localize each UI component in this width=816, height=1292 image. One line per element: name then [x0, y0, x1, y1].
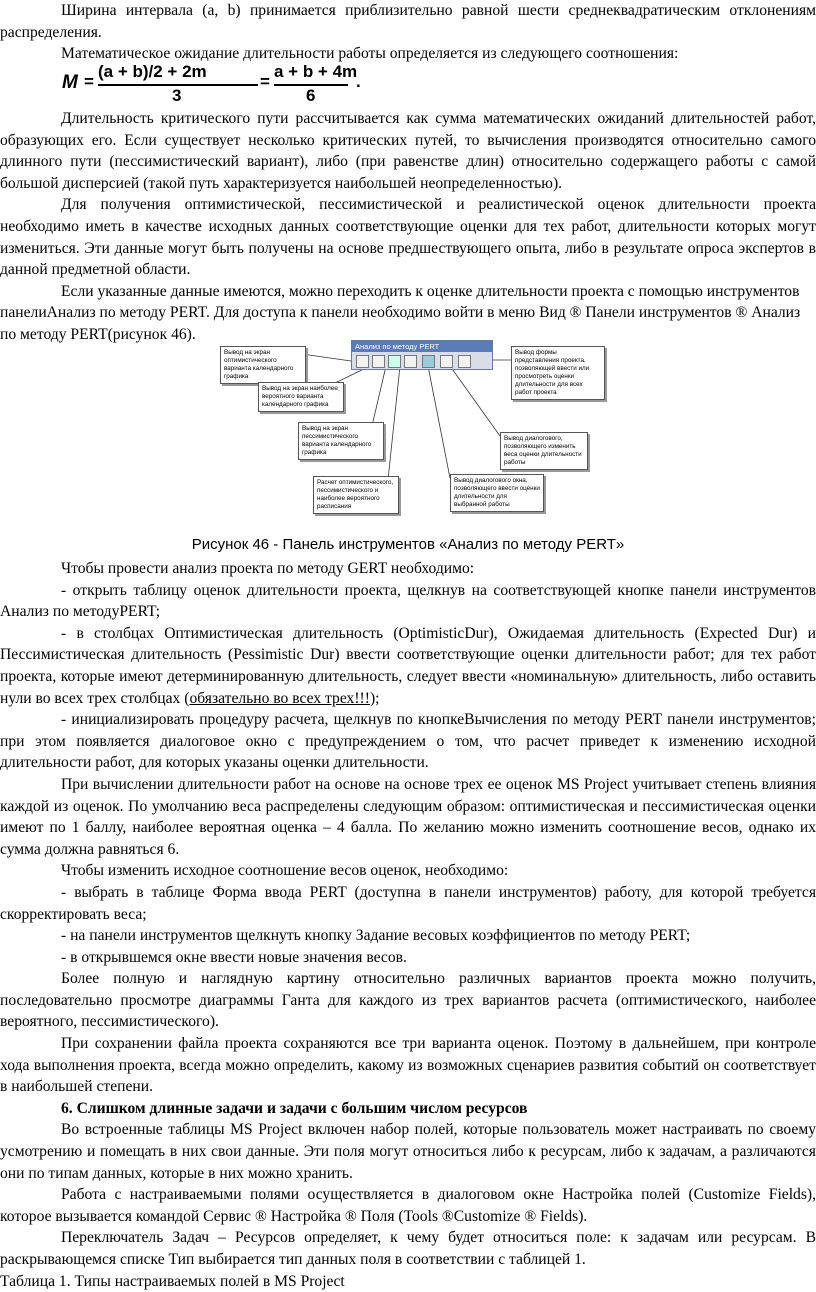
- figure-pert-toolbar: [218, 340, 608, 532]
- callout-weights: Вывод диалогового, позволяющего изменить веса оценки длительности работы: [500, 432, 588, 470]
- paragraph: - инициализировать процедуру расчета, щелкнув по кнопкеВычисления по методу PERT панели инструментов; при этом появляется диалоговое окно с предупреждением о том, что расчет приведет к изменению исходной длительности работ, для которых указаны оценки длительности.: [0, 711, 816, 772]
- section-heading: 6. Слишком длинные задачи и задачи с большим числом ресурсов: [61, 1099, 528, 1117]
- paragraph: Если указанные данные имеются, можно переходить к оценке длительности проекта с помощью инструментов панелиАнализ по методу PERT. Для доступа к панели необходимо войти в меню Вид ® Панели инструментов ® Анализ по методу PERT(рисунок 46).: [0, 282, 801, 343]
- paragraph-tail: );: [369, 689, 380, 707]
- paragraph: - выбрать в таблице Форма ввода PERT (доступна в панели инструментов) работу, для которой требуется скорректировать веса;: [0, 883, 816, 923]
- paragraph: Переключатель Задач – Ресурсов определяет, к чему будет относиться поле: к задачам или ресурсам. В раскрывающемся списке Тип выбирается тип данных поля в соответствии с таблицей 1.: [0, 1229, 816, 1268]
- bottom-text: [0, 558, 816, 1292]
- formula: [60, 62, 361, 108]
- pessimistic-gantt-icon[interactable]: [388, 355, 401, 368]
- formula-period: .: [356, 72, 361, 91]
- paragraph: - на панели инструментов щелкнуть кнопку Задание весовых коэффициентов по методу PERT;: [61, 927, 691, 945]
- likely-gantt-icon[interactable]: [372, 355, 385, 368]
- paragraph: Чтобы провести анализ проекта по методу GERT необходимо:: [61, 560, 475, 577]
- paragraph: При сохранении файла проекта сохраняются все три варианта оценок. Поэтому в дальнейшем, при контроле хода выполнения проекта, всегда можно определить, какому из возможных сценариев развития событий он соответствует в наибольшей степени.: [0, 1035, 816, 1096]
- paragraph: Работа с настраиваемыми полями осуществляется в диалоговом окне Настройка полей (Customize Fields), которое вызывается командой Сервис ® Настройка ® Поля (Tools ®Customize ® Fields).: [0, 1186, 816, 1225]
- paragraph: Для получения оптимистической, пессимистической и реалистической оценок длительности проекта необходимо иметь в качестве исходных данных соответствующие оценки для тех работ, длительности которых могут измениться. Эти данные могут быть получены на основе предшествующего опыта, либо в результате опроса экспертов в данной предметной области.: [0, 196, 816, 279]
- paragraph: - открыть таблицу оценок длительности проекта, щелкнув на соответствующей кнопке панели инструментов Анализ по методуPERT;: [0, 581, 816, 621]
- paragraph: Во встроенные таблицы MS Project включен набор полей, которые пользователь может настраивать по своему усмотрению и помещать в них свои данные. Эти поля могут относиться либо к ресурсам, либо к задачам, а различаются они по типам данных, которые в них можно хранить.: [0, 1121, 816, 1182]
- callout-pessimistic: Вывод на экран пессимистического варианта календарного графика: [298, 422, 384, 460]
- callout-optimistic: Вывод на экран оптимистического варианта календарного графика: [220, 346, 306, 384]
- paragraph: Ширина интервала (a, b) принимается приблизительно равной шести среднеквадратическим отклонениям распределения.: [0, 2, 816, 41]
- top-text: [0, 0, 816, 65]
- pert-toolbar: [351, 340, 493, 370]
- toolbar-title: Анализ по методу PERT: [352, 341, 492, 352]
- paragraph: Более полную и наглядную картину относительно различных вариантов проекта можно получить, последовательно просмотре диаграммы Ганта для каждого из трех вариантов расчета (оптимистического, наиболее вероятного, пессимистического).: [0, 970, 816, 1031]
- paragraph-text: - в столбцах Оптимистическая длительность (OptimisticDur), Ожидаемая длительность (Expected Dur) и Пессимистическая длительность (Pessimistic Dur) ввести соответствующие оценки длительности работ; для тех работ проекта, которые имеют детерминированную длительность, следует ввести «номинальную» длительность, либо оставить нули во всех трех столбцах (: [0, 624, 816, 707]
- formula-lhs: M: [62, 72, 78, 93]
- middle-text: [0, 108, 816, 346]
- paragraph: Чтобы изменить исходное соотношение весов оценок, необходимо:: [61, 862, 509, 880]
- calculate-icon[interactable]: [404, 355, 417, 368]
- entry-form-icon[interactable]: [458, 355, 471, 368]
- entry-sheet-icon[interactable]: [422, 355, 435, 368]
- paragraph: При вычислении длительности работ на основе на основе трех ее оценок MS Project учитывает степень влияния каждой из оценок. По умолчанию веса распределены следующим образом: оптимистическая и пессимистическая оценки имеют по 1 баллу, наиболее вероятная оценка – 4 балла. По желанию можно изменить соотношение весов, однако их сумма должна равняться 6.: [0, 775, 816, 858]
- callout-calculate: Расчет оптимистического, пессимистического и наиболее вероятного расписания: [313, 476, 399, 514]
- table-caption: Таблица 1. Типы настраиваемых полей в MS Project: [0, 1272, 345, 1290]
- paragraph: Математическое ожидание длительности работы определяется из следующего соотношения:: [61, 45, 679, 63]
- formula-equals: =: [260, 72, 270, 91]
- callout-entry-sheet: Вывод диалогового окна, позволяющего ввести оценки длительности для выбранной работы: [450, 474, 544, 512]
- callout-entry-form: Вывод формы представления проекта, позволяющей ввести или просмотреть оценки длительности для всех работ проекта: [511, 346, 605, 400]
- formula-numerator: (a + b)/2 + 2m: [98, 62, 207, 81]
- paragraph: Длительность критического пути рассчитывается как сумма математических ожиданий длительностей работ, образующих его. Если существует несколько критических путей, то вычисления производятся относительно самого длинного пути (пессимистический вариант), либо (при равенстве длин) относительно содержащего работы с самой большой дисперсией (такой путь характеризуется наибольшей неопределенностью).: [0, 110, 816, 192]
- formula-numerator: a + b + 4m: [274, 62, 358, 81]
- paragraph: - в открывшемся окне ввести новые значения весов.: [61, 948, 407, 966]
- callout-likely: Вывод на экран наиболее вероятного варианта календарного графика: [258, 382, 344, 412]
- formula-equals: =: [84, 72, 94, 91]
- formula-denominator: 6: [306, 86, 316, 105]
- optimistic-gantt-icon[interactable]: [356, 355, 369, 368]
- formula-denominator: 3: [172, 86, 182, 105]
- weights-icon[interactable]: [440, 355, 453, 368]
- figure-caption: Рисунок 46 - Панель инструментов «Анализ по методу PERT»: [191, 536, 625, 553]
- paragraph-with-underline: [0, 623, 816, 709]
- underlined-note: обязательно во всех трех!!!: [189, 689, 370, 707]
